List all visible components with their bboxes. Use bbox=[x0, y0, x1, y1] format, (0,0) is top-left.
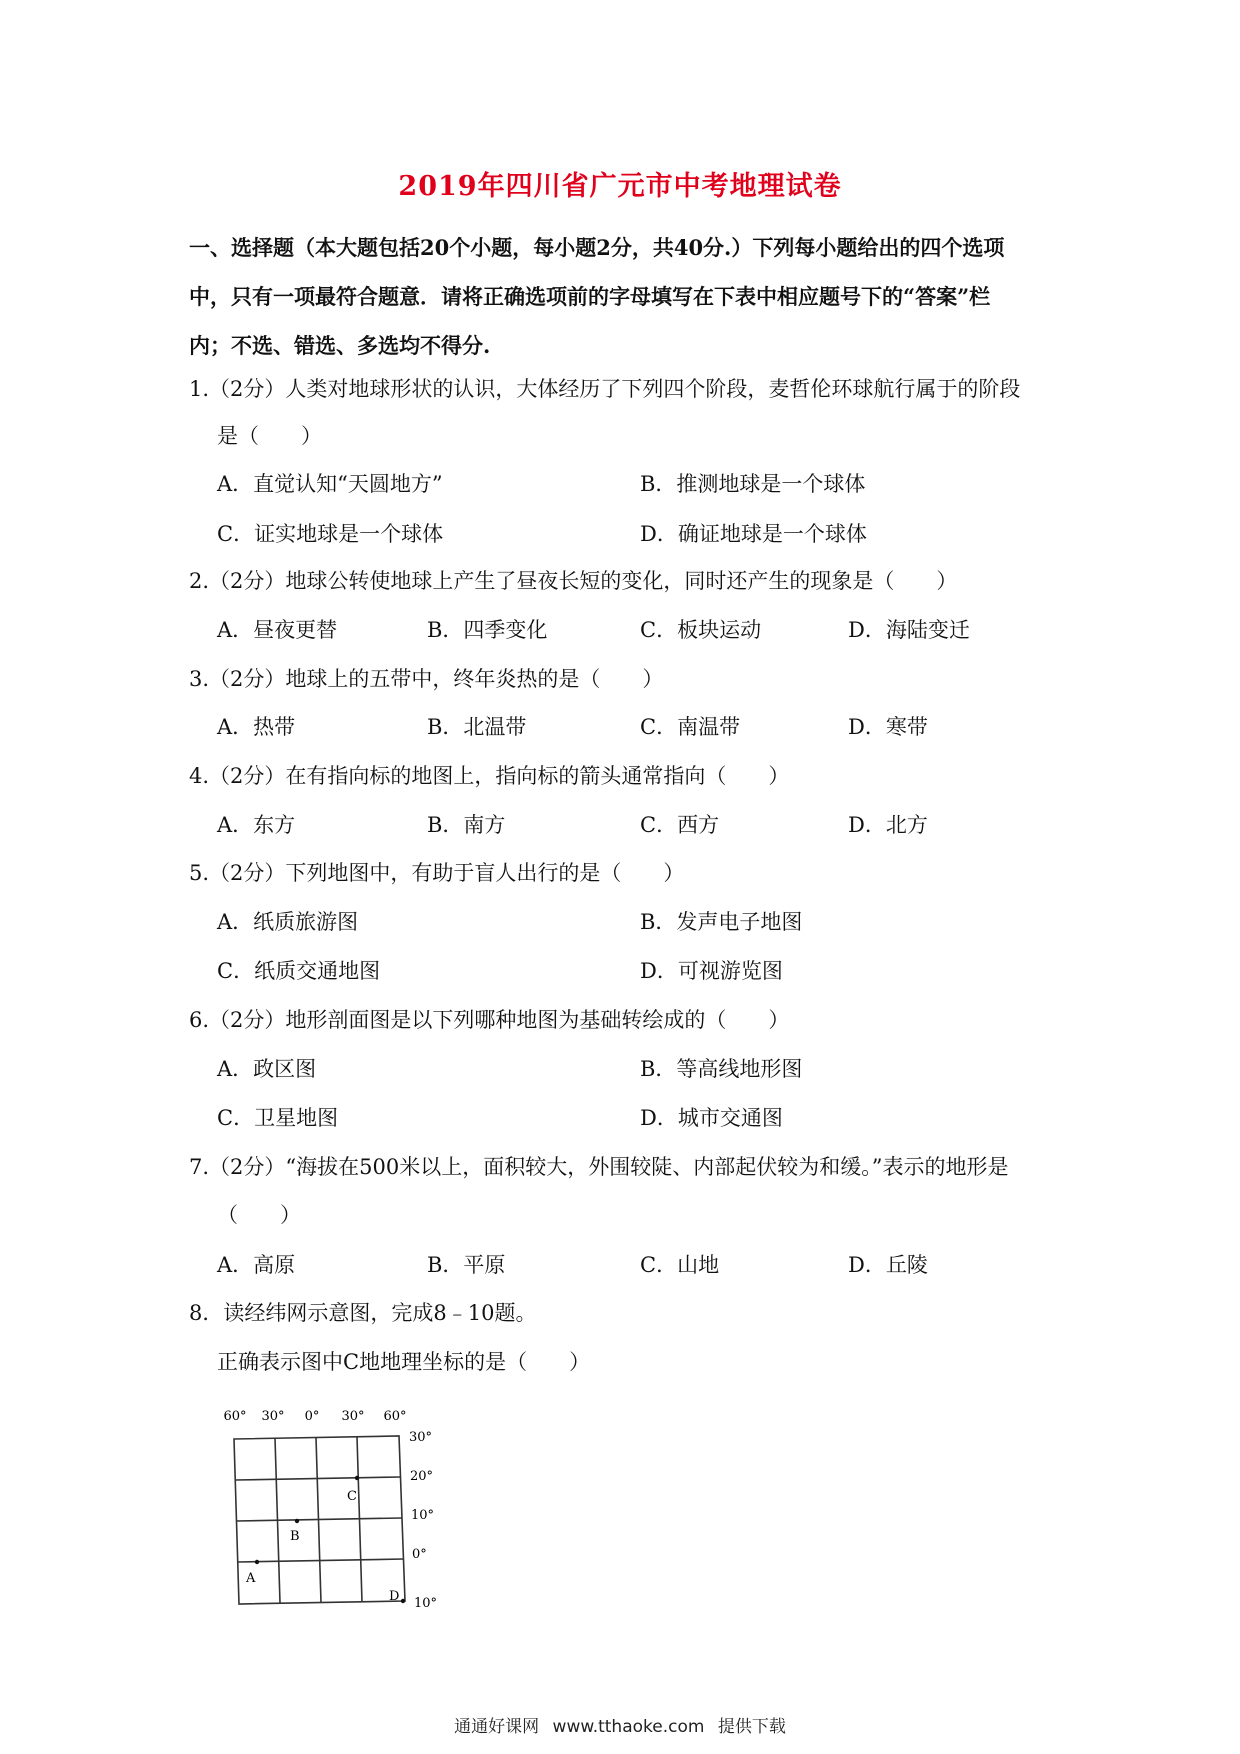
lon-label: 60° bbox=[383, 1409, 407, 1424]
footer-url[interactable]: www.tthaoke.com bbox=[552, 1717, 705, 1737]
question-5-option-a: A．纸质旅游图 bbox=[217, 910, 359, 934]
section-line: 一、选择题（本大题包括20个小题，每小题2分，共40分.）下列每小题给出的四个选项 bbox=[189, 235, 1005, 260]
point-a-label: A bbox=[246, 1571, 256, 1586]
question-4-option-d: D．北方 bbox=[848, 813, 928, 837]
question-4-option-c: C．西方 bbox=[640, 813, 720, 837]
question-2-option-b: B．四季变化 bbox=[427, 618, 548, 642]
question-2-option-a: A．昼夜更替 bbox=[217, 618, 338, 642]
question-4-option-b: B．南方 bbox=[427, 813, 506, 837]
question-5-stem: 5.（2分）下列地图中，有助于盲人出行的是（ ） bbox=[189, 861, 685, 885]
question-1-option-a: A．直觉认知“天圆地方” bbox=[217, 472, 443, 496]
lon-label: 0° bbox=[304, 1409, 320, 1424]
question-8-cont: 正确表示图中C地地理坐标的是（ ） bbox=[217, 1350, 591, 1374]
question-7-option-d: D．丘陵 bbox=[848, 1253, 928, 1277]
point-d-label: D bbox=[389, 1589, 400, 1604]
point-c-dot bbox=[355, 1476, 359, 1480]
lat-label: 10° bbox=[411, 1508, 435, 1523]
section-line: 中，只有一项最符合题意．请将正确选项前的字母填写在下表中相应题号下的“答案”栏 bbox=[189, 284, 991, 309]
lat-lon-grid-svg bbox=[217, 1406, 457, 1616]
section-instructions bbox=[189, 223, 1059, 370]
lat-label: 0° bbox=[412, 1547, 427, 1562]
lat-lon-grid-figure bbox=[217, 1406, 457, 1616]
question-5-option-b: B．发声电子地图 bbox=[640, 910, 803, 934]
question-6-option-c: C．卫星地图 bbox=[217, 1106, 339, 1130]
question-2-option-c: C．板块运动 bbox=[640, 618, 762, 642]
point-a-dot bbox=[255, 1560, 259, 1564]
question-3-option-c: C．南温带 bbox=[640, 715, 741, 739]
footer-note: 提供下载 bbox=[717, 1717, 786, 1737]
question-7-option-b: B．平原 bbox=[427, 1253, 506, 1277]
lon-label: 30° bbox=[341, 1409, 365, 1424]
lon-label: 60° bbox=[223, 1409, 247, 1424]
question-3-option-b: B．北温带 bbox=[427, 715, 527, 739]
question-3-option-a: A．热带 bbox=[217, 715, 296, 739]
question-3-option-d: D．寒带 bbox=[848, 715, 928, 739]
question-6-option-a: A．政区图 bbox=[217, 1057, 317, 1081]
question-6-option-b: B．等高线地形图 bbox=[640, 1057, 803, 1081]
question-1-option-d: D．确证地球是一个球体 bbox=[640, 522, 867, 546]
question-7-option-c: C．山地 bbox=[640, 1253, 720, 1277]
grid-lines bbox=[234, 1436, 405, 1604]
point-b-dot bbox=[295, 1519, 299, 1523]
question-7-stem: 7.（2分）“海拔在500米以上，面积较大，外围较陡、内部起伏较为和缓。”表示的地形是 bbox=[189, 1155, 1009, 1179]
question-3-stem: 3.（2分）地球上的五带中，终年炎热的是（ ） bbox=[189, 667, 664, 691]
question-7-option-a: A．高原 bbox=[217, 1253, 296, 1277]
lat-label: 30° bbox=[409, 1430, 433, 1445]
point-b-label: B bbox=[290, 1529, 300, 1544]
question-4-stem: 4.（2分）在有指向标的地图上，指向标的箭头通常指向（ ） bbox=[189, 764, 790, 788]
lat-label: 10° bbox=[414, 1596, 438, 1611]
question-6-option-d: D．城市交通图 bbox=[640, 1106, 783, 1130]
page-footer bbox=[0, 1712, 1240, 1737]
lon-label: 30° bbox=[261, 1409, 285, 1424]
point-d-dot bbox=[401, 1599, 405, 1603]
question-1-cont: 是（ ） bbox=[217, 424, 322, 448]
question-5-option-c: C．纸质交通地图 bbox=[217, 959, 381, 983]
question-8-stem: 8．读经纬网示意图，完成8﹣10题。 bbox=[189, 1301, 537, 1325]
page-title: 2019年四川省广元市中考地理试卷 bbox=[398, 171, 842, 202]
point-c-label: C bbox=[347, 1489, 357, 1504]
lat-label: 20° bbox=[410, 1469, 434, 1484]
question-4-option-a: A．东方 bbox=[217, 813, 296, 837]
question-7-cont: （ ） bbox=[217, 1203, 301, 1227]
question-1-option-c: C．证实地球是一个球体 bbox=[217, 522, 444, 546]
question-5-option-d: D．可视游览图 bbox=[640, 959, 783, 983]
question-2-option-d: D．海陆变迁 bbox=[848, 618, 970, 642]
question-1-option-b: B．推测地球是一个球体 bbox=[640, 472, 866, 496]
grid-parallel bbox=[238, 1559, 404, 1562]
question-2-stem: 2.（2分）地球公转使地球上产生了昼夜长短的变化，同时还产生的现象是（ ） bbox=[189, 569, 958, 593]
footer-site: 通通好课网 bbox=[454, 1717, 540, 1737]
section-line: 内；不选、错选、多选均不得分. bbox=[189, 333, 491, 358]
question-6-stem: 6.（2分）地形剖面图是以下列哪种地图为基础转绘成的（ ） bbox=[189, 1008, 790, 1032]
question-1-stem: 1.（2分）人类对地球形状的认识，大体经历了下列四个阶段，麦哲伦环球航行属于的阶段 bbox=[189, 377, 1021, 401]
